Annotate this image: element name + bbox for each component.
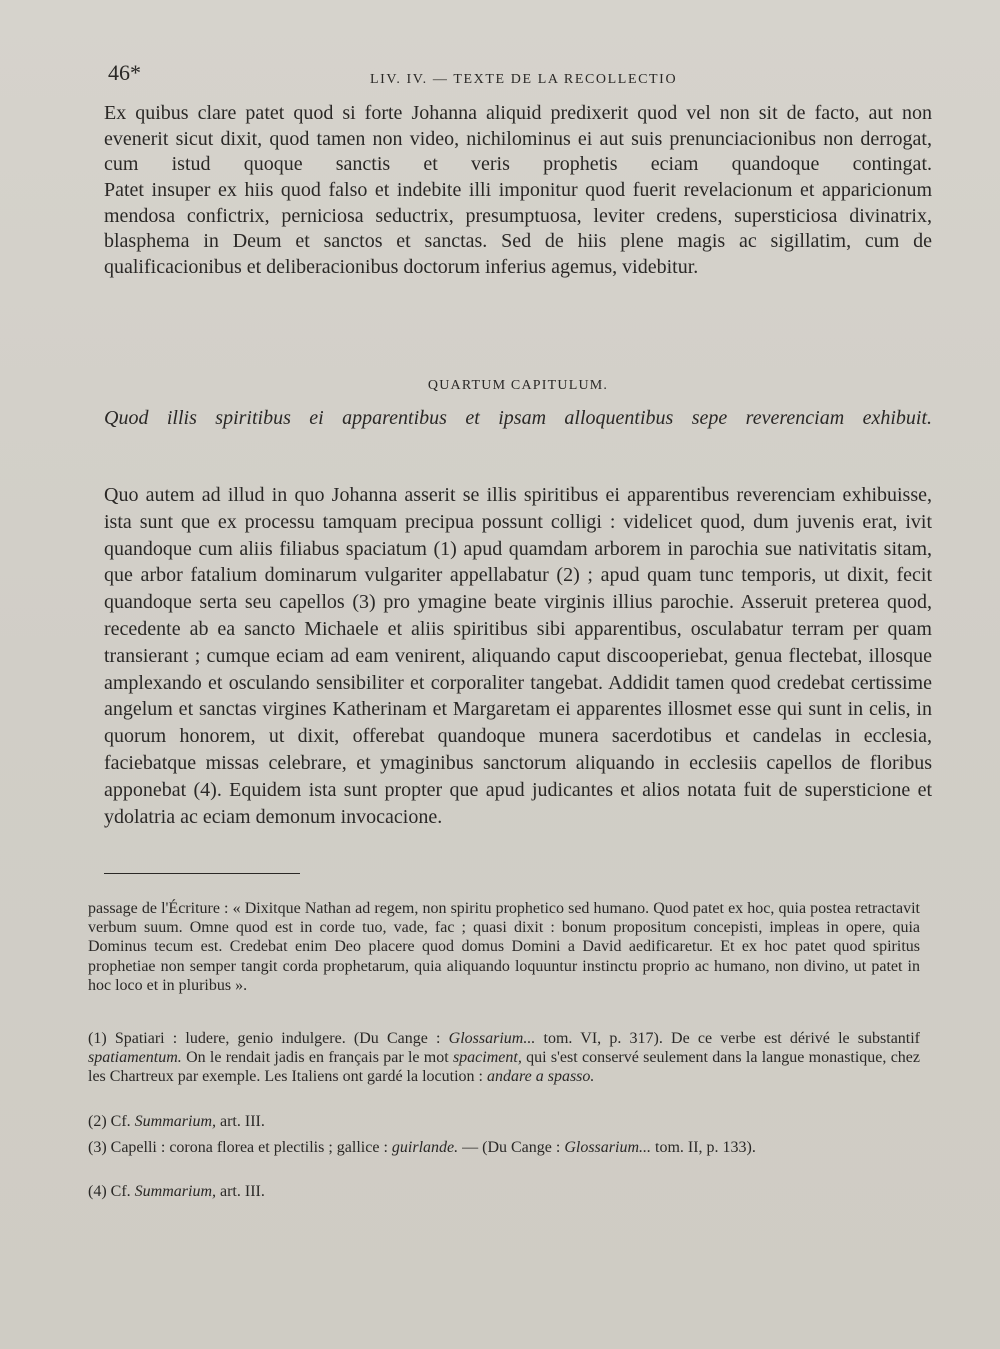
footnote-4: (4) Cf. Summarium, art. III. xyxy=(88,1183,265,1200)
footnote-1: (1) Spatiari : ludere, genio indulgere. (Du Cange : Glossarium... tom. VI, p. 317). De ce verbe est dérivé le substantif spatiamentum. On le rendait jadis en français par le mot spaciment, qui s'est conservé seulement dans la langue monastique, chez les Chartreux par exemple. Les Italiens ont gardé la locution : andare a spasso. xyxy=(88,1030,921,1086)
footnote-divider xyxy=(104,873,300,874)
body-paragraph-1: Ex quibus clare patet quod si forte Johanna aliquid predixerit quod vel non sit de facto, aut non evenerit sicut dixit, quod tamen non video, nichilominus ei aut suis prenunciacionibus non derrogat, cum istud quoque sanctis et veris prophetis eciam quandoque contingat. xyxy=(104,102,932,176)
body-paragraph-2: Patet insuper ex hiis quod falso et indebite illi imponitur quod fuerit revelacionum et apparicionum mendosa confictrix, perniciosa seductrix, presumptuosa, leviter credens, supersticiosa divinatrix, blasphema in Deum et sanctos et sanctas. Sed de hiis plene magis ac sigillatim, cum de qualificacionibus et deliberacionibus doctorum inferius agemus, videbitur. xyxy=(104,179,932,278)
running-title: LIV. IV. — TEXTE DE LA RECOLLECTIO xyxy=(370,72,678,87)
footnote-continued: passage de l'Écriture : « Dixitque Nathan ad regem, non spiritu prophetico sed humano. Quod patet ex hoc, quia postea retractavit verbum suum. Omne quod est in corde tuo, vade, fac ; quasi dixit : bonum propositum concepisti, impleas in opere, quia Dominus tecum est. Credebat enim Deo placere quod domus Domini a David aedificaretur. Et ex hoc patet quod spiritus prophetiae non semper tangit corda prophetarum, quia aliquando loquuntur instinctu proprio ac humano, non divino, ut patet in hoc loco et in pluribus ». xyxy=(88,900,920,994)
page-header xyxy=(108,60,928,90)
footnote-2: (2) Cf. Summarium, art. III. xyxy=(88,1113,265,1130)
body-paragraph-3: Quo autem ad illud in quo Johanna asserit se illis spiritibus ei apparentibus reverenciam exhibuisse, ista sunt que ex processu tamquam precipua possunt colligi : videlicet quod, dum juvenis erat, ivit quandoque cum aliis filiabus spaciatum (1) apud quamdam arborem in parochia sue nativitatis sitam, que arbor fatalium dominarum vulgariter appellabatur (2) ; apud quam tunc temporis, ut dixit, fecit quandoque serta seu capellos (3) pro ymagine beate virginis illius parochie. Asseruit preterea quod, recedente ab ea sancto Michaele et aliis spiritibus sibi apparentibus, osculabatur terram per quam transierant ; cumque eciam ad eam venirent, aliquando caput discooperiebat, genua flectebat, illosque amplexando et osculando sensibiliter et corporaliter tangebat. Addidit tamen quod credebat certissime angelum et sanctas virgines Katherinam et Margaretam ei apparentes illosmet esse qui sunt in celis, in quorum honorem, ut dixit, offerebat quandoque munera sacerdotibus et candelas in ecclesia, faciebatque missas celebrare, et ymaginibus sanctorum aliquando in ecclesiis capellos de floribus apponebat (4). Equidem ista sunt propter que apud judicantes et alios notata fuit de supersticione et ydolatria ac eciam demonum invocacione. xyxy=(104,484,932,828)
footnote-3: (3) Capelli : corona florea et plectilis ; gallice : guirlande. — (Du Cange : Glossarium... tom. II, p. 133). xyxy=(88,1139,756,1156)
chapter-subheading: Quod illis spiritibus ei apparentibus et ipsam alloquentibus sepe reverenciam exhibuit. xyxy=(104,407,932,429)
chapter-heading: QUARTUM CAPITULUM. xyxy=(427,378,609,393)
page-number: 46* xyxy=(108,60,141,85)
